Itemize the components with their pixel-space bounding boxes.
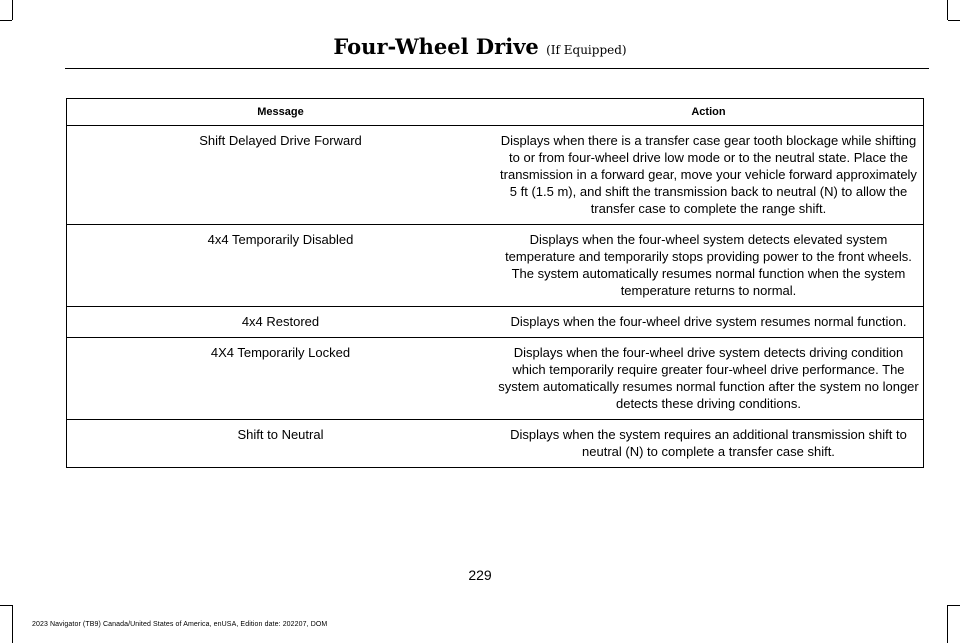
header-rule: [65, 68, 929, 69]
action-cell: Displays when the four-wheel system detects elevated system temperature and temporarily stops providing power to the front wheels. The system automatically resumes normal function when the system temperature returns to normal.: [494, 225, 924, 307]
action-cell: Displays when there is a transfer case gear tooth blockage while shifting to or from four-wheel drive low mode or to the neutral state. Place the transmission in a forward gear, move your vehicle forward approximately 5 ft (1.5 m), and shift the transmission back to neutral (N) to allow the transfer case to complete the range shift.: [494, 126, 924, 225]
column-header-action: Action: [494, 99, 924, 126]
crop-mark-bottom-right-h: [948, 605, 960, 606]
column-header-message: Message: [67, 99, 494, 126]
message-cell: 4x4 Restored: [67, 307, 494, 338]
crop-mark-top-right: [947, 0, 948, 20]
table-header-row: [67, 99, 924, 126]
page-number: 229: [468, 567, 492, 583]
page-title-main: Four-Wheel Drive: [333, 34, 539, 59]
footer-edition-text: 2023 Navigator (TB9) Canada/United States of America, enUSA, Edition date: 202207, DOM: [32, 621, 328, 628]
table-row: [67, 420, 924, 468]
table-row: [67, 225, 924, 307]
table-row: [67, 307, 924, 338]
table-row: [67, 126, 924, 225]
message-cell: Shift to Neutral: [67, 420, 494, 468]
crop-mark-bottom-left: [12, 605, 13, 643]
crop-mark-top-right-h: [948, 20, 960, 21]
action-cell: Displays when the system requires an additional transmission shift to neutral (N) to complete a transfer case shift.: [494, 420, 924, 468]
message-cell: 4x4 Temporarily Disabled: [67, 225, 494, 307]
page-title-subtitle: (If Equipped): [546, 43, 627, 57]
action-cell: Displays when the four-wheel drive system detects driving condition which temporarily require greater four-wheel drive performance. The system automatically resumes normal function after the system no longer detects these driving conditions.: [494, 338, 924, 420]
crop-mark-bottom-left-h: [0, 605, 12, 606]
page-title: [0, 34, 960, 59]
crop-mark-top-left: [12, 0, 13, 20]
message-table: [66, 98, 924, 468]
crop-mark-top-left-h: [0, 20, 12, 21]
crop-mark-bottom-right: [947, 605, 948, 643]
table-row: [67, 338, 924, 420]
message-cell: Shift Delayed Drive Forward: [67, 126, 494, 225]
action-cell: Displays when the four-wheel drive system resumes normal function.: [494, 307, 924, 338]
message-cell: 4X4 Temporarily Locked: [67, 338, 494, 420]
